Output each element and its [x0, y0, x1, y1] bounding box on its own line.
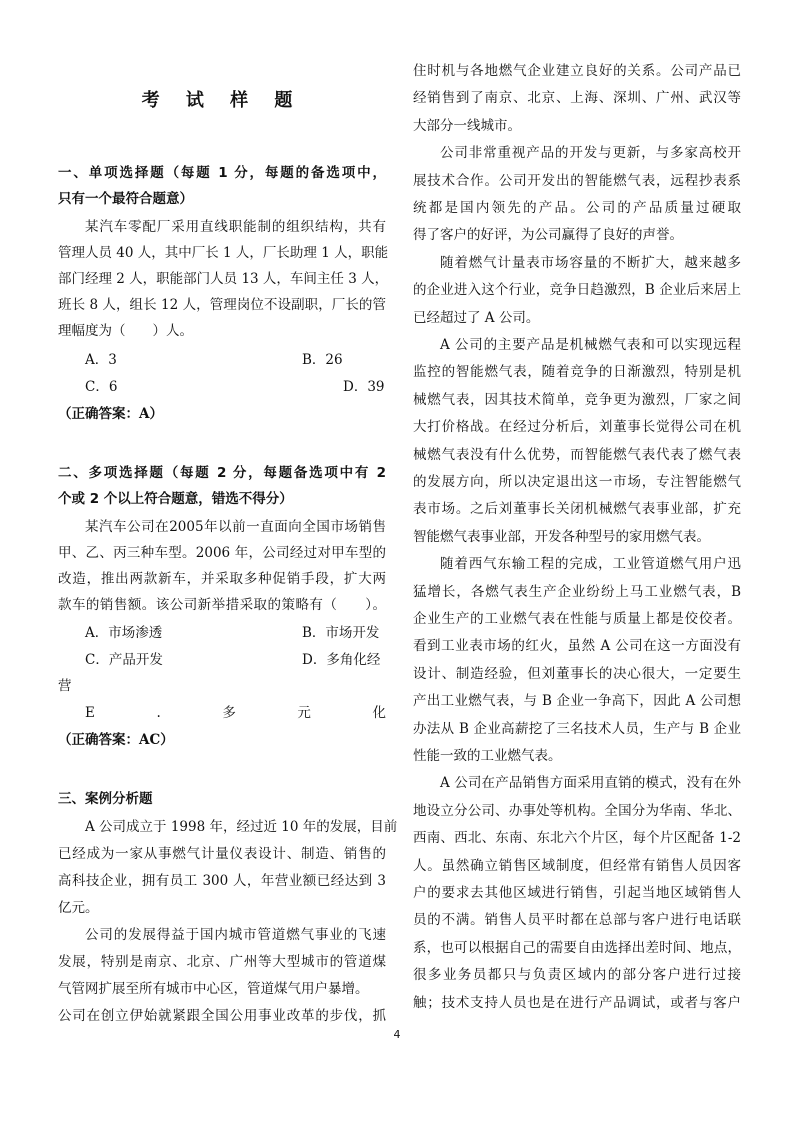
q2-line: 某汽车公司在2005年以前一直面向全国市场销售: [85, 519, 386, 535]
case-text-line: 表市场。之后刘董事长关闭机械燃气表事业部，扩充: [413, 501, 741, 518]
section2-heading: 二、多项选择题（每题 2 分，每题备选项中有 2: [58, 465, 386, 481]
case-text-line: A 公司成立于 1998 年，经过近 10 年的发展，目前: [85, 819, 398, 835]
case-text-line: 企业生产的工业燃气表在性能与质量上都是佼佼者。: [413, 611, 741, 627]
case-text-line: 智能燃气表事业部，开发各种型号的家用燃气表。: [413, 528, 710, 545]
case-text-line: 械燃气表，因其技术简单，竞争更为激烈，厂家之间: [413, 391, 741, 408]
case-text-line: 触；技术支持人员也是在进行产品调试，或者与客户: [413, 994, 741, 1011]
q2-option-d-cont: 营: [58, 678, 72, 694]
case-text-line: 猛增长，各燃气表生产企业纷纷上马工业燃气表，B: [413, 583, 741, 600]
case-text-line: 办法从 B 企业高薪挖了三名技术人员，生产与 B 企业: [413, 720, 741, 737]
q1-line: 理幅度为（ ）人。: [58, 323, 193, 339]
case-text-line: 气管网扩展至所有城市中心区，管道煤气用户暴增。: [58, 981, 369, 997]
case-text-line: 员的不满。销售人员平时都在总部与客户进行电话联: [413, 912, 741, 929]
case-text-line: 地设立分公司、办事处等机构。全国分为华南、华北、: [413, 802, 741, 819]
case-text-line: 产出工业燃气表，与 B 企业一争高下，因此 A 公司想: [413, 693, 741, 710]
case-text-line: 高科技企业，拥有员工 300 人，年营业额已经达到 3: [58, 873, 386, 889]
case-text-line: 随着西气东输工程的完成，工业管道燃气用户迅: [440, 556, 741, 573]
case-text-line: 性能一致的工业燃气表。: [413, 748, 562, 764]
case-text-line: 随着燃气计量表市场容量的不断扩大，越来越多: [440, 254, 741, 271]
section1-heading: 一、单项选择题（每题 1 分，每题的备选项中，: [58, 165, 386, 181]
q1-option-a: A．3: [85, 352, 117, 368]
q2-option-e-char: .: [156, 705, 161, 721]
case-text-line: 得了客户的好评，为公司赢得了良好的声誉。: [413, 227, 683, 244]
q1-option-b: B．26: [302, 352, 343, 368]
case-text-line: A 公司在产品销售方面采用直销的模式，没有在外: [440, 775, 741, 792]
section3-heading: 三、案例分析题: [58, 791, 153, 807]
case-text-line: 统都是国内领先的产品。公司的产品质量过硬取: [413, 200, 741, 216]
q2-option-e-char: 元: [297, 705, 311, 721]
case-text-line: 大部分一线城市。: [413, 117, 521, 134]
case-text-line: 已经成为一家从事燃气计量仪表设计、制造、销售的: [58, 846, 386, 862]
q2-option-e-char: 化: [372, 705, 386, 721]
q2-option-d: D．多角化经: [302, 652, 381, 668]
page-title: 考 试 样 题: [141, 90, 303, 111]
q2-answer: （正确答案：AC）: [58, 732, 174, 748]
case-text-line: 械燃气表没有什么优势，而智能燃气表代表了燃气表: [413, 446, 741, 463]
section2-heading-cont: 个或 2 个以上符合题意，错选不得分）: [58, 491, 293, 507]
case-text-line: 大打价格战。在经过分析后，刘董事长觉得公司在机: [413, 419, 741, 436]
q2-options-row2: [58, 647, 386, 673]
case-text-line: 发展，特别是南京、北京、广州等大型城市的管道煤: [58, 954, 386, 970]
case-text-line: 的发展方向，所以决定退出这一市场，专注智能燃气: [413, 474, 741, 490]
q2-option-a: A．市场渗透: [85, 625, 163, 641]
case-text-line: 设计、制造经验，但刘董事长的决心很大，一定要生: [413, 665, 741, 682]
q1-answer: （正确答案：A）: [58, 406, 163, 422]
case-text-line: 看到工业表市场的红火，虽然 A 公司在这一方面没有: [413, 638, 741, 655]
case-text-line: 很多业务员都只与负责区域内的部分客户进行过接: [413, 967, 741, 984]
q2-option-e-char: 多: [222, 705, 236, 721]
q1-line: 管理人员 40 人，其中厂长 1 人，厂长助理 1 人，职能: [58, 245, 389, 261]
q2-option-e-char: E: [85, 705, 95, 721]
case-text-line: 人。虽然确立销售区域制度，但经常有销售人员因客: [413, 857, 741, 874]
case-text-line: 已经超过了 A 公司。: [413, 309, 540, 326]
page-number: 4: [393, 1028, 401, 1041]
case-text-line: 亿元。: [58, 900, 99, 916]
q2-line: 甲、乙、丙三种车型。2006 年，公司经过对甲车型的: [58, 545, 386, 561]
q2-option-b: B．市场开发: [302, 625, 380, 641]
q2-line: 款车的销售额。该公司新举措采取的策略有（ ）。: [58, 597, 386, 613]
q2-options-row1: [58, 620, 386, 646]
q1-option-c: C．6: [85, 379, 118, 395]
q1-line: 班长 8 人，组长 12 人，管理岗位不设副职，厂长的管: [58, 297, 386, 313]
q2-option-e: [58, 700, 386, 726]
case-text-line: 的企业进入这个行业，竞争日趋激烈，B 企业后来居上: [413, 282, 741, 299]
q1-line: 部门经理 2 人，职能部门人员 13 人，车间主任 3 人，: [58, 271, 389, 287]
case-text-line: 户的要求去其他区域进行销售，引起当地区域销售人: [413, 885, 741, 901]
q2-option-c: C．产品开发: [85, 652, 163, 668]
case-text-line: 展技术合作。公司开发出的智能燃气表，远程抄表系: [413, 172, 741, 189]
case-text-line: 经销售到了南京、北京、上海、深圳、广州、武汉等: [413, 90, 741, 107]
section1-heading-cont: 只有一个最符合题意）: [58, 191, 193, 207]
case-text-line: 系，也可以根据自己的需要自由选择出差时间、地点，: [413, 939, 741, 956]
case-text-line: 公司非常重视产品的开发与更新，与多家高校开: [440, 145, 741, 162]
case-text-line: 公司的发展得益于国内城市管道燃气事业的飞速: [85, 927, 386, 943]
q1-options-row1: [58, 347, 386, 373]
q2-line: 改造，推出两款新车，并采取多种促销手段，扩大两: [58, 571, 386, 587]
case-text-line: A 公司的主要产品是机械燃气表和可以实现远程: [440, 337, 741, 353]
q1-line: 某汽车零配厂采用直线职能制的组织结构，共有: [85, 219, 386, 235]
q1-option-d: D．39: [343, 379, 385, 395]
case-text-line: 西南、西北、东南、东北六个片区，每个片区配备 1-2: [413, 830, 741, 847]
case-text-line: 公司在创立伊始就紧跟全国公用事业改革的步伐，抓: [58, 1008, 386, 1024]
case-text-line: 住时机与各地燃气企业建立良好的关系。公司产品已: [413, 63, 741, 79]
q1-options-row2: [58, 374, 386, 400]
case-text-line: 监控的智能燃气表，随着竞争的日渐激烈，特别是机: [413, 364, 741, 381]
